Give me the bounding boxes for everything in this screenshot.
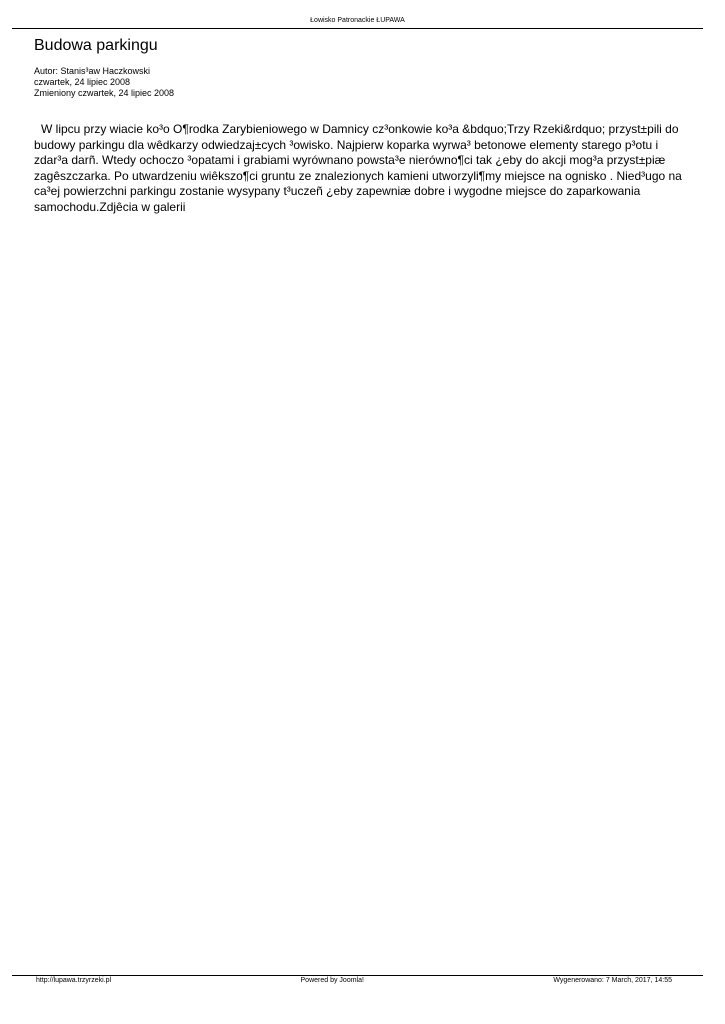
footer-url: http://lupawa.trzyrzeki.pl (36, 977, 112, 984)
footer-powered-by: Powered by Joomla! (300, 977, 364, 984)
created-date: czwartek, 24 lipiec 2008 (34, 77, 131, 87)
article-meta (34, 66, 174, 99)
header-divider (12, 28, 703, 29)
article-body: W lipcu przy wiacie ko³o O¶rodka Zarybieniowego w Damnicy cz³onkowie ko³a &bdquo;Trzy Rzeki&rdquo; przyst±pili do budowy parkingu dla wêdkarzy odwiedzaj±cych ³owisko. Najpierw koparka wyrwa³ betonowe elementy starego p³otu i zdar³a darñ. Wtedy ochoczo ³opatami i grabiami wyrównano powsta³e nierówno¶ci tak ¿eby do akcji mog³a przyst±piæ zagêszczarka. Po utwardzeniu wiêkszo¶ci gruntu ze znalezionych kamieni utworzyli¶my miejsce na ognisko . Nied³ugo na ca³ej powierzchni parkingu zostanie wysypany t³uczeñ ¿eby zapewniæ dobre i wygodne miejsce do zaparkowania samochodu.Zdjêcia w galerii (34, 122, 682, 214)
modified-date: Zmieniony czwartek, 24 lipiec 2008 (34, 88, 175, 98)
footer (36, 976, 672, 985)
footer-generated-date: Wygenerowano: 7 March, 2017, 14:55 (553, 977, 672, 984)
author-line: Autor: Stanis³aw Haczkowski (34, 66, 151, 76)
article-title: Budowa parkingu (34, 37, 158, 54)
site-header: Łowisko Patronackie ŁUPAWA (310, 17, 405, 24)
